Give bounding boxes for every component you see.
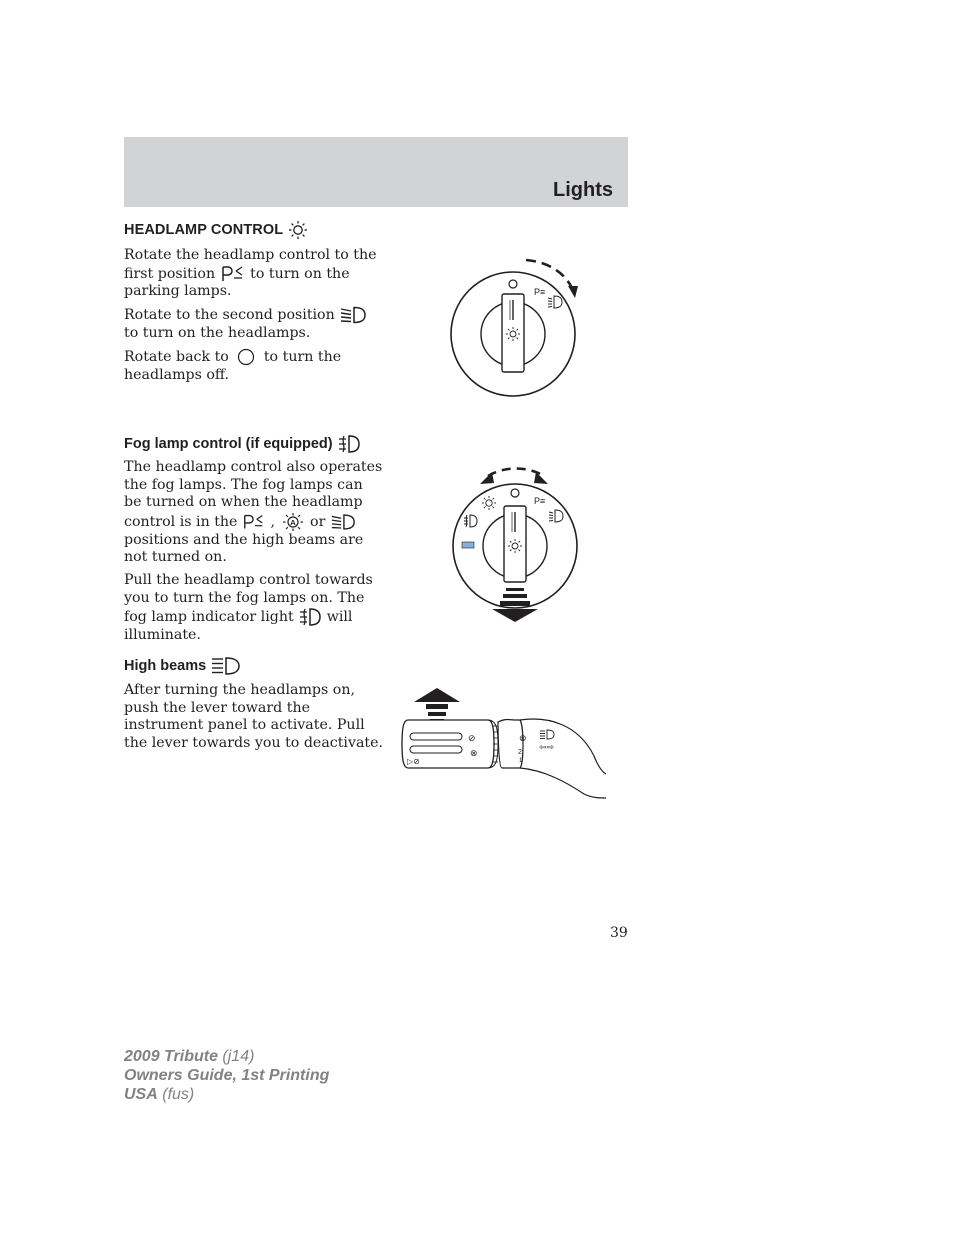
headlamp-paragraph-1 bbox=[124, 247, 380, 301]
footer-model: 2009 Tribute bbox=[124, 1048, 218, 1065]
headlamp-p3-text-a: Rotate back to bbox=[124, 349, 229, 365]
fog-heading-text: Fog lamp control (if equipped) bbox=[124, 435, 333, 452]
fog-indicator-light bbox=[462, 542, 474, 548]
svg-text:▷⊘: ▷⊘ bbox=[407, 757, 420, 766]
svg-text:P≡: P≡ bbox=[534, 287, 546, 297]
high-beam-lever-illustration bbox=[398, 686, 610, 802]
headlamp-control-heading bbox=[124, 220, 309, 240]
fog-lamp-dial-illustration bbox=[440, 462, 600, 627]
high-beams-heading bbox=[124, 656, 242, 676]
svg-text:A: A bbox=[289, 517, 296, 527]
footer-line-1 bbox=[124, 1047, 329, 1066]
footer bbox=[124, 1047, 329, 1104]
fog-p1-or: or bbox=[310, 513, 326, 530]
fog-paragraph-2 bbox=[124, 572, 380, 645]
auto-lamp-icon bbox=[280, 512, 306, 532]
headlamp-p2-text-a: Rotate to the second position bbox=[124, 307, 335, 323]
footer-model-code: (j14) bbox=[222, 1048, 255, 1065]
footer-line-3 bbox=[124, 1085, 329, 1104]
footer-line-2 bbox=[124, 1066, 329, 1085]
fog-lamp-icon bbox=[337, 434, 361, 454]
footer-market-code: (fus) bbox=[162, 1086, 195, 1103]
svg-text:⇦⇨: ⇦⇨ bbox=[539, 743, 555, 753]
headlamp-paragraph-3 bbox=[124, 348, 380, 384]
page-title: Lights bbox=[553, 179, 613, 201]
fog-p1-comma: , bbox=[270, 513, 275, 530]
svg-text:P≡: P≡ bbox=[534, 496, 546, 506]
headlamp-heading-text: HEADLAMP CONTROL bbox=[124, 221, 283, 238]
parking-lamp-icon bbox=[220, 265, 246, 283]
fog-lamp-icon bbox=[298, 607, 322, 627]
fog-paragraph-1 bbox=[124, 459, 384, 567]
headlamp-dial-illustration bbox=[440, 252, 600, 404]
headlamp-paragraph-2 bbox=[124, 306, 380, 342]
svg-text:⊗: ⊗ bbox=[470, 748, 478, 758]
high-beam-icon bbox=[210, 656, 242, 676]
low-beam-icon bbox=[330, 513, 356, 531]
fog-p2-text-a: Pull the headlamp control towards you to turn the fog lamps on. The fog lamp indicator light bbox=[124, 572, 373, 625]
svg-text:2: 2 bbox=[518, 749, 522, 756]
page-number: 39 bbox=[610, 925, 628, 941]
footer-printing: Owners Guide, 1st Printing bbox=[124, 1067, 330, 1084]
headlamp-p1-text-b: to turn on the parking lamps. bbox=[124, 265, 350, 299]
headlamp-p1-text-a: Rotate the headlamp control to the first position bbox=[124, 247, 377, 282]
header-band bbox=[124, 137, 628, 207]
low-beam-icon bbox=[339, 306, 367, 324]
headlamp-sun-icon bbox=[287, 220, 309, 240]
high-beams-heading-text: High beams bbox=[124, 657, 207, 674]
fog-p1-text-c: positions and the high beams are not turned on. bbox=[124, 531, 364, 565]
fog-p1-text-b: control is in the bbox=[124, 513, 238, 530]
fog-lamp-heading bbox=[124, 434, 361, 454]
off-circle-icon bbox=[233, 348, 259, 366]
high-beams-paragraph: After turning the headlamps on, push the lever toward the instrument panel to activate. Pull the lever towards you to deactivate. bbox=[124, 682, 384, 751]
footer-market: USA bbox=[124, 1086, 158, 1103]
svg-text:1: 1 bbox=[519, 758, 523, 764]
svg-text:⊘: ⊘ bbox=[468, 733, 476, 743]
fog-p2-text-b: will illuminate. bbox=[124, 609, 353, 643]
headlamp-p2-text-b: to turn on the headlamps. bbox=[124, 324, 311, 341]
parking-lamp-icon bbox=[242, 513, 266, 531]
svg-text:⊗: ⊗ bbox=[519, 733, 527, 743]
headlamp-p3-text-b: to turn the headlamps off. bbox=[124, 349, 342, 383]
fog-p1-text-a: The headlamp control also operates the fog lamps. The fog lamps can be turned on when the headlamp bbox=[124, 459, 383, 510]
